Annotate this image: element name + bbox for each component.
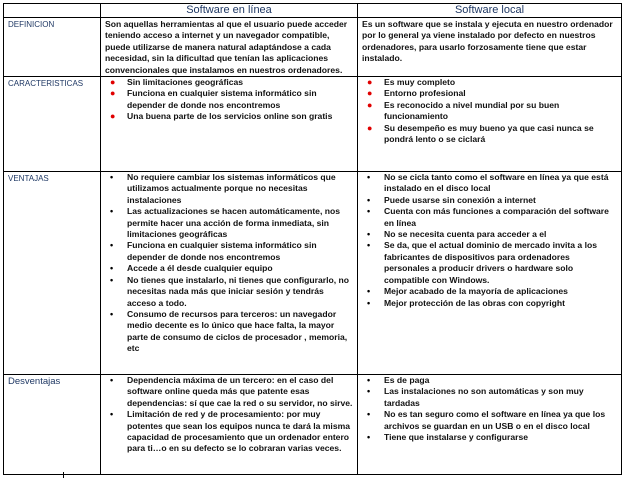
bullet-icon: • — [367, 172, 371, 183]
bullet-icon: • — [367, 409, 371, 420]
list-item: ● Su desempeño es muy bueno ya que casi nunca se pondrá lento o se ciclará — [367, 122, 594, 145]
advantages-online — [101, 172, 358, 375]
row-label: DEFINICION — [4, 18, 101, 77]
bullet-icon: • — [110, 172, 114, 183]
header-row — [4, 4, 622, 18]
bullet-icon: ● — [367, 99, 373, 110]
bullet-icon: ● — [110, 77, 116, 88]
bullet-icon: • — [110, 206, 114, 217]
list-item: • No se cicla tanto como el software en línea ya que está instalado en el disco local — [367, 172, 609, 194]
definition-online: Son aquellas herramientas al que el usuario puede acceder teniendo acceso a internet y un navegador compatible, puede utilizarse de manera natural adaptándose a cada necesidad, sin la dificultad que tenían las aplicaciones convencionales que instalamos en nuestros ordenadores. — [101, 18, 358, 77]
bullet-icon: • — [110, 274, 114, 285]
bullet-icon: ● — [367, 88, 373, 99]
bullet-icon: • — [367, 240, 371, 251]
bullet-list — [362, 375, 617, 443]
list-item: • Puede usarse sin conexión a internet — [367, 194, 536, 205]
bullet-icon: • — [367, 432, 371, 443]
list-item: • No requiere cambiar los sistemas informáticos que utilizamos actualmente porque no necesitas instalaciones — [110, 172, 336, 205]
list-item: • Dependencia máxima de un tercero: en el caso del software online queda más que patente esas dependencias: sí que cae la red o su servidor, no sirve. — [110, 375, 353, 408]
list-item: • Tiene que instalarse y configurarse — [367, 432, 529, 443]
row-desventajas — [4, 375, 622, 475]
disadvantages-online — [101, 375, 358, 475]
bullet-icon: ● — [367, 122, 373, 133]
text-cursor-mark — [63, 472, 64, 478]
bullet-list — [105, 77, 353, 123]
list-item: • Limitación de red y de procesamiento: por muy potentes que sean los equipos nunca te dará la misma capacidad de procesamiento que un ordenador entero para ti…o en su defecto se lo cobraran varias veces. — [110, 409, 351, 454]
bullet-icon: • — [110, 263, 114, 274]
bullet-list — [105, 172, 353, 355]
row-definicion — [4, 18, 622, 77]
bullet-icon: • — [110, 308, 114, 319]
row-ventajas — [4, 172, 622, 375]
list-item: • Es de paga — [367, 375, 430, 386]
bullet-icon: • — [110, 409, 114, 420]
features-local — [358, 77, 622, 172]
list-item: • Las actualizaciones se hacen automáticamente, nos permite hacer una acción de forma inmediata, sin limitaciones geográficas — [110, 206, 341, 240]
bullet-icon: • — [367, 229, 371, 240]
bullet-icon: • — [367, 286, 371, 297]
list-item: • No tienes que instalarlo, ni tienes que configurarlo, no necesitas nada más que iniciar sesión y tendrás acceso a todo. — [110, 274, 350, 308]
list-item: ● Sin limitaciones geográficas — [110, 77, 244, 88]
bullet-icon: • — [110, 375, 114, 386]
row-label: VENTAJAS — [4, 172, 101, 375]
list-item: ● Es reconocido a nivel mundial por su buen funcionamiento — [367, 99, 560, 122]
list-item: • No es tan seguro como el software en línea ya que los archivos se guardan en un USB o en el disco local — [367, 409, 606, 431]
list-item: • Funciona en cualquier sistema informático sin depender de donde nos encontremos — [110, 240, 317, 262]
list-item: ● Una buena parte de los servicios online son gratis — [110, 111, 333, 122]
list-item: ● Es muy completo — [367, 77, 456, 88]
list-item: • Accede a él desde cualquier equipo — [110, 263, 273, 274]
bullet-list — [105, 375, 353, 455]
bullet-list — [362, 77, 617, 145]
bullet-icon: • — [367, 194, 371, 205]
advantages-local — [358, 172, 622, 375]
bullet-icon: • — [367, 375, 371, 386]
list-item: • Mejor protección de las obras con copyright — [367, 297, 565, 308]
list-item: • Consumo de recursos para terceros: un navegador medio decente es lo único que hace falta, la mayor parte de consumo de ciclos de procesador , memoria, etc — [110, 308, 348, 354]
list-item: • Se da, que el actual dominio de mercado invita a los fabricantes de dispositivos para ordenadores personales a producir drivers o hardware solo compatible con Windows. — [367, 240, 597, 285]
list-item: • Mejor acabado de la mayoría de aplicaciones — [367, 286, 568, 297]
bullet-icon: ● — [110, 111, 116, 122]
bullet-icon: • — [367, 206, 371, 217]
bullet-icon: ● — [110, 88, 116, 99]
row-label: Desventajas — [4, 375, 101, 475]
list-item: ● Funciona en cualquier sistema informático sin depender de donde nos encontremos — [110, 88, 317, 110]
list-item: • Las instalaciones no son automáticas y son muy tardadas — [367, 386, 584, 408]
list-item: • Cuenta con más funciones a comparación del software en línea — [367, 206, 609, 228]
bullet-icon: • — [367, 297, 371, 308]
definition-local: Es un software que se instala y ejecuta en nuestro ordenador por lo general ya viene instalado por defecto en nuestros ordenadores, para usarlo forzosamente tiene que estar instalado. — [358, 18, 622, 77]
row-label: CARACTERISTICAS — [4, 77, 101, 172]
features-online — [101, 77, 358, 172]
list-item: ● Entorno profesional — [367, 88, 466, 99]
disadvantages-local — [358, 375, 622, 475]
header-online: Software en línea — [101, 4, 358, 18]
header-local: Software local — [358, 4, 622, 18]
bullet-icon: • — [367, 386, 371, 397]
row-caracteristicas — [4, 77, 622, 172]
header-empty-cell — [4, 4, 101, 18]
comparison-table — [3, 3, 622, 475]
list-item: • No se necesita cuenta para acceder a el — [367, 229, 547, 240]
bullet-list — [362, 172, 617, 309]
bullet-icon: ● — [367, 77, 373, 88]
bullet-icon: • — [110, 240, 114, 251]
